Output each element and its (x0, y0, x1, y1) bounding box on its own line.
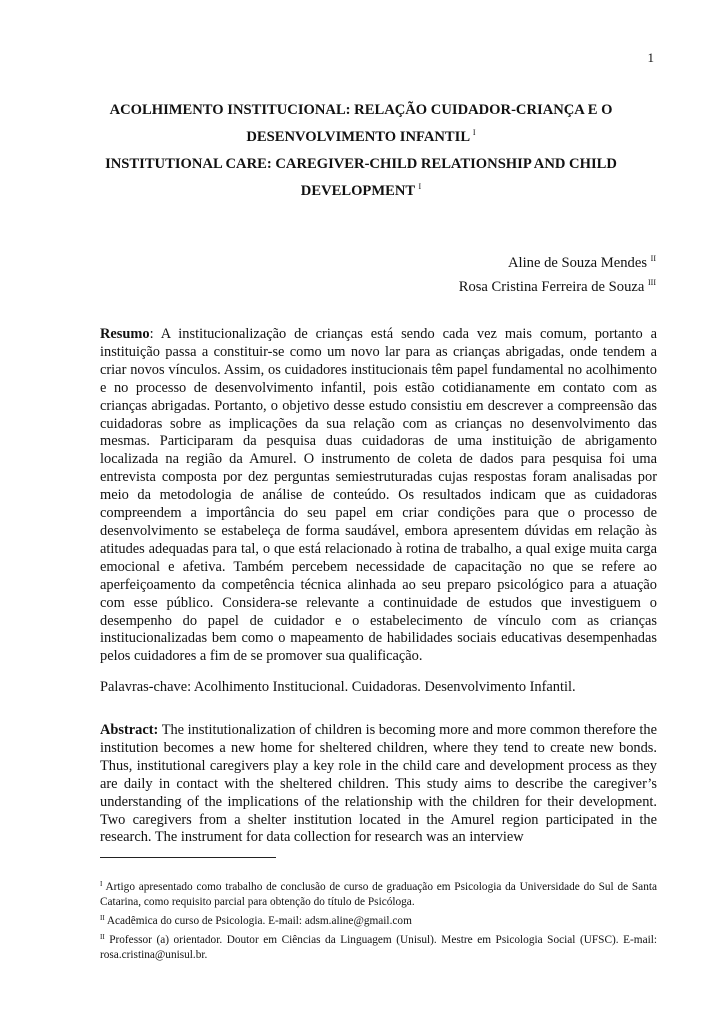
title-en-line-1: INSTITUTIONAL CARE: CAREGIVER-CHILD RELATIONSHIP AND CHILD (105, 156, 617, 172)
author-1-marker: II (650, 254, 656, 263)
footnote-separator (100, 857, 276, 858)
title-pt-line-2 (100, 124, 622, 151)
title-pt-line-2-text: DESENVOLVIMENTO INFANTIL (246, 129, 470, 145)
resumo-label: Resumo (100, 326, 150, 342)
author-1-name: Aline de Souza Mendes (508, 255, 648, 271)
footnote-3 (100, 933, 657, 963)
abstract-section (100, 722, 657, 847)
resumo-section (100, 326, 657, 666)
title-en-line-2 (100, 178, 622, 205)
footnote-1-text: Artigo apresentado como trabalho de conclusão de curso de graduação em Psicologia da Universidade do Sul de Santa Catarina, como requisito parcial para obtenção do título de Psicóloga. (100, 881, 657, 908)
keywords-text: Palavras-chave: Acolhimento Institucional. Cuidadoras. Desenvolvimento Infantil. (100, 679, 576, 695)
author-2 (459, 275, 656, 299)
title-en-footnote-marker: I (418, 182, 422, 191)
footnote-1 (100, 880, 657, 910)
author-2-name: Rosa Cristina Ferreira de Souza (458, 279, 645, 295)
footnote-1-marker: I (100, 880, 103, 888)
author-1 (459, 251, 656, 275)
title-block (100, 97, 622, 205)
title-pt-line-1: ACOLHIMENTO INSTITUCIONAL: RELAÇÃO CUIDADOR-CRIANÇA E O (109, 102, 613, 118)
resumo-paragraph (100, 326, 657, 666)
keywords-section (100, 679, 657, 697)
footnote-2 (100, 914, 657, 929)
abstract-text: The institutionalization of children is becoming more and more common therefore the institution becomes a new home for sheltered children, where they tend to create new bonds. Thus, institutional caregivers play a key role in the child care and development process as they are daily in contact with the sheltered children. This study aims to describe the caregiver’s understanding of the implications of the relationship with the children for their development. Two caregivers from a shelter institution located in the Amurel region participated in the research. The instrument for data collection for research was an interview (100, 722, 657, 846)
title-pt-footnote-marker: I (472, 128, 476, 137)
page-number: 1 (647, 50, 654, 65)
footnote-3-marker: II (100, 933, 105, 941)
footnotes-block (100, 880, 657, 967)
resumo-text: : A institucionalização de crianças está sendo cada vez mais comum, portanto a instituição passa a constituir-se como um novo lar para as crianças abrigadas, onde tendem a criar novos vínculos. Assim, os cuidadores institucionais têm papel fundamental no acolhimento e no processo de desenvolvimento infantil, pois estão cotidianamente em contato com as crianças abrigadas. Portanto, o objetivo desse estudo consistiu em descrever a compreensão das cuidadoras sobre as implicações da sua relação com as crianças no desenvolvimento das mesmas. Participaram da pesquisa duas cuidadoras de uma instituição de abrigamento localizada na região da Amurel. O instrumento de coleta de dados para pesquisa foi uma entrevista composta por dez perguntas semiestruturadas cujas respostas foram analisadas por meio da metodologia de análise de conteúdo. Os resultados indicam que as cuidadoras compreendem a importância do seu papel em criar condições para que o processo de desenvolvimento se estabeleça de forma saudável, embora apresentem dúvidas em relação às atitudes adequadas para tal, o que está relacionado à rotina de trabalho, a qual exige muita carga emocional e afetiva. Também percebem necessidade de capacitação no que se refere ao aperfeiçoamento da competência técnica alinhada ao seu preparo psicológico para a atuação com esse público. Considera-se relevante a continuidade de estudos que investiguem o desempenho do papel de cuidador e o estabelecimento de vínculo com as crianças institucionalizadas bem como o mapeamento de habilidades sociais educativas desempenhadas pelos cuidadores a fim de se promover sua qualificação. (100, 326, 657, 665)
authors-block (459, 251, 656, 299)
author-2-marker: III (648, 278, 656, 287)
footnote-2-text: Acadêmica do curso de Psicologia. E-mail: adsm.aline@gmail.com (104, 915, 412, 927)
footnote-2-marker: II (100, 914, 105, 922)
abstract-paragraph (100, 722, 657, 847)
footnote-3-text: Professor (a) orientador. Doutor em Ciências da Linguagem (Unisul). Mestre em Psicologia Social (UFSC). E-mail: rosa.cristina@unisul.br. (100, 934, 657, 961)
abstract-label: Abstract: (100, 722, 159, 738)
title-en-line-2-text: DEVELOPMENT (300, 183, 415, 199)
